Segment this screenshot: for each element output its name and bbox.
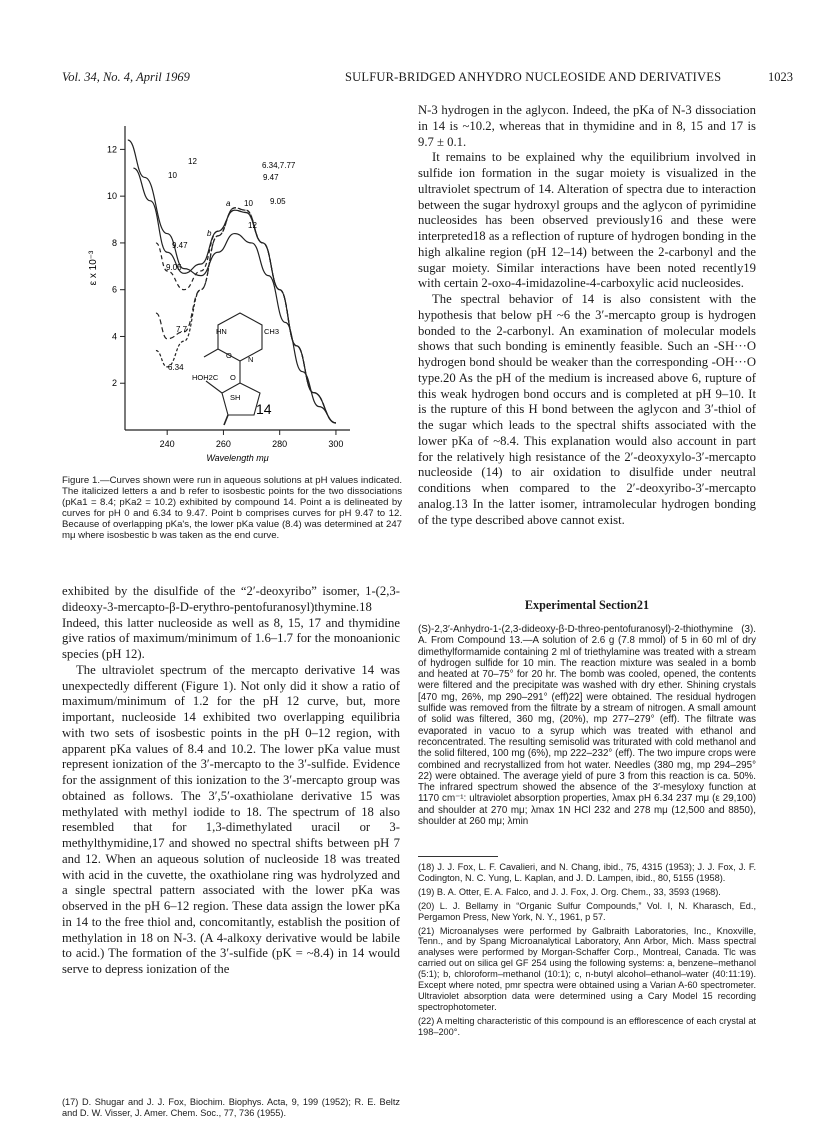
paragraph: The ultraviolet spectrum of the mercapto derivative 14 was unexpectedly different (Figure 1). Not only did it show a ratio of maximum/minimum of 1.2 for the pH 12 curve, but, more important, nucleoside 14 exhibited two overlapping equilibria with two sets of isosbestic points in the pH 0–12 region, with apparent pKa values of 8.4 and 10.2. The lower pKa value must represent ionization of the 3′-mercapto to the 3′-sulfide. Evidence for the assignment of this ionization to the 3′-mercapto group was obtained as follows. The 3′,5′-oxathiolane derivative 15 was methylated with methyl iodide to 18. The spectrum of 18 also resembled that for 1,3-dimethylated uracil or 3-methylthymidine,17 and showed no spectral shifts between pH 7 and 12. When an aqueous solution of nucleoside 18 was treated with acid in the cuvette, the oxathiolane ring was hydrolyzed and a single spectral pattern associated with the lower pKa was observed in the pH 6–12 region. These data assign the lower pKa in 14 to the free thiol and, concomitantly, establish the position of methylation in 18 on N-3. (A 4-alkoxy derivative would be labile to acid.) The formation of the 3′-sulfide (pK = ~8.4) in 14 would serve to depress ionization of the — [62, 662, 400, 976]
left-column-body — [62, 584, 400, 978]
chemical-structure — [204, 313, 262, 425]
y-tick-label: 2 — [111, 378, 117, 389]
structure-atom-label: HN — [216, 327, 227, 336]
figure-1-spectrum — [80, 118, 370, 468]
experimental-body: (S)-2,3′-Anhydro-1-(2,3-dideoxy-β-D-threo-pentofuranosyl)-2-thiothymine (3). A. From Compound 13.—A solution of 2.6 g (7.8 mmol) of 5 in 60 ml of dry dimethylformamide containing 2 ml of triethylamine was treated with a stream of hydrogen sulfide for 10 min. The reaction mixture was sealed in a bomb and heated at 70–75° for 20 hr. The bomb was cooled, opened, the contents were filtered and the precipitate was washed with dry ether. Shining crystals [470 mg, 26%, mp 290–291° (eff)22] were obtained. The residual hydrogen sulfide was removed from the filtrate by a stream of nitrogen. A small amount of solid was filtered, 360 mg, (20%), mp 277–279° (eff). The filtrate was evaporated in vacuo to a syrup which was treated with ethanol and reconcentrated. The resulting semisolid was triturated with cold methanol and the solid filtered, 100 mg (6%), mp 222–232° (eff). The two impure crops were combined and recrystallized from hot water. Needles (380 mg, mp 294–295° 22) were obtained. The average yield of pure 3 from this reaction is ca. 50%. The infrared spectrum showed the absence of the 3′-mesyloxy function at 1170 cm⁻¹: ultraviolet absorption properties, λmax pH 6.34 237 mμ (ε 29,100) and shoulder at 270 mμ; λmax 1N HCl 232 and 278 mμ (12,500 and 8850), shoulder at 260 mμ; λmin — [418, 624, 756, 828]
compound-number: 14 — [256, 401, 272, 417]
footnote-17: (17) D. Shugar and J. J. Fox, Biochim. Biophys. Acta, 9, 199 (1952); R. E. Beltz and D. W. Visser, J. Amer. Chem. Soc., 77, 736 (1955). — [62, 1097, 400, 1118]
paragraph: exhibited by the disulfide of the “2′-deoxyribo” isomer, 1-(2,3-dideoxy-3-mercapto-β-D-erythro-pentofuranosyl)thymine.18 Indeed, this latter nucleoside as well as 8, 15, 17 and thymidine give ratios of maximum/minimum of 1.6–1.7 for the monoanionic species (pH 12). — [62, 584, 400, 661]
figure-caption: Figure 1.—Curves shown were run in aqueous solutions at pH values indicated. The italicized letters a and b refer to isosbestic points for the two dissociations (pKa1 = 8.4; pKa2 = 10.2) exhibited by compound 14. Point a is delineated by curves for pH 0 and 6.34 to 9.47. Point b comprises curves for pH 9.47 to 12. Because of overlapping pKa's, the lower pKa value (8.4) was determined at 247 mμ where isosbestic b was taken as the end curve. — [62, 475, 402, 541]
running-header-title: SULFUR-BRIDGED ANHYDRO NUCLEOSIDE AND DERIVATIVES — [345, 70, 722, 84]
curve-label: 12 — [188, 157, 197, 166]
page-number: 1023 — [768, 70, 793, 84]
footnote-19: (19) B. A. Otter, E. A. Falco, and J. J. Fox, J. Org. Chem., 33, 3593 (1968). — [418, 886, 721, 897]
curve-label: 10 — [168, 171, 177, 180]
structure-atom-label: N — [248, 355, 254, 364]
x-tick-label: 300 — [328, 439, 344, 449]
structure-atom-label: O — [230, 373, 236, 382]
curve-label: 12 — [248, 221, 257, 230]
paragraph: The spectral behavior of 14 is also consistent with the hypothesis that below pH ~6 the 3′-mercapto group is hydrogen bonded to the 2-carbonyl. An examination of molecular models shows that such bonding is eminently feasible. Such an -SH···O hydrogen bond should be weaker than the corresponding -OH···O type.20 As the pH of the medium is increased above 6, rupture of this weak hydrogen bond occurs and is completed at pH 9–10. It is the rupture of this H bond between the aglycon and 3′-thiol of the sugar which leads to the spectral shifts associated with the lower pKa of ~8.4. This explanation would also account in part for the relatively high resistance of the 2′-deoxyxylo-3′-mercapto nucleoside (14) to air oxidation to disulfide under neutral conditions when compared to the 2′-deoxyribo-3′-mercapto analog.13 In the latter isomer, intramolecular hydrogen bonding of the type described above cannot exist. — [418, 292, 756, 527]
structure-atom-label: SH — [230, 393, 241, 402]
curve-label: 7.7 — [176, 325, 188, 334]
running-header-volume: Vol. 34, No. 4, April 1969 — [62, 70, 190, 84]
structure-atom-label: CH3 — [264, 327, 280, 336]
paragraph: N-3 hydrogen in the aglycon. Indeed, the pKa of N-3 dissociation in 14 is ~10.2, whereas that in thymidine and in 8, 15 and 17 is 9.7 ± 0.1. — [418, 103, 756, 149]
curve-label: 6.34,7.77 — [262, 161, 296, 170]
curve-label: 9.05 — [166, 263, 182, 272]
footnote-20: (20) L. J. Bellamy in “Organic Sulfur Compounds,” Vol. I, N. Kharasch, Ed., Pergamon Press, New York, N. Y., 1961, p 57. — [418, 900, 756, 922]
footnote-22: (22) A melting characteristic of this compound is an efflorescence of each crystal at 198–200°. — [418, 1015, 756, 1037]
curve-label: 6.34 — [168, 363, 184, 372]
y-tick-label: 8 — [111, 237, 117, 248]
curve-label: 9.47 — [263, 173, 279, 182]
footnote-21: (21) Microanalyses were performed by Galbraith Laboratories, Inc., Knoxville, Tenn., and by Spang Microanalytical Laboratory, Ann Arbor, Mich. Mass spectral analyses were performed by Morgan-Schaffer Corp., Montreal, Canada. Tlc was carried out on silica gel GF 254 using the following systems: a, benzene–methanol (5:1); b, chloroform–methanol (10:1); c, n-butyl alcohol–ethanol–water (40:11:19). Except where noted, pmr spectra were obtained using a Varian A-60 spectrometer. Ultraviolet absorption data were determined using a Cary Model 15 recording spectrophotometer. — [418, 925, 756, 1012]
curve-label: 9.47 — [172, 241, 188, 250]
curve-label: b — [207, 229, 212, 238]
structure-atom-label: HOH2C — [192, 373, 219, 382]
curve-label: a — [226, 199, 231, 208]
y-tick-label: 4 — [111, 331, 117, 342]
curve-label: 9.05 — [270, 197, 286, 206]
right-footnotes — [418, 862, 756, 1041]
y-tick-label: 12 — [106, 144, 117, 155]
right-column-body — [418, 103, 756, 528]
x-tick-label: 260 — [215, 439, 231, 449]
paragraph: It remains to be explained why the equilibrium involved in sulfide ion formation in the sugar moiety is visualized in the ultraviolet spectrum of 14. Alteration of spectra due to interaction between the sugar hydroxyl groups and the aglycon of pyrimidine nucleosides has been observed previously16 and these were interpreted18 as a reflection of rupture of hydrogen bonding in the high alkaline region (pH 12–14) between the 2-carbonyl and the sugar moiety. Similar interactions have been noted recently19 with certain 2-oxo-4-imidazoline-4-carboxylic acid nucleosides. — [418, 150, 756, 291]
y-axis-label: ε x 10⁻³ — [88, 250, 99, 286]
chart-axes — [88, 126, 350, 463]
footnote-18: (18) J. J. Fox, L. F. Cavalieri, and N. Chang, ibid., 75, 4315 (1953); J. J. Fox, J. F. Codington, N. C. Yung, L. Kaplan, and J. D. Lampen, ibid., 80, 5155 (1958). — [418, 862, 756, 883]
structure-atom-label: O — [226, 351, 232, 360]
x-axis-label: Wavelength mμ — [206, 453, 269, 463]
x-tick-label: 280 — [272, 439, 288, 449]
curve-ph-10 — [133, 168, 336, 423]
y-tick-label: 10 — [106, 191, 117, 202]
curve-label: 10 — [244, 199, 253, 208]
footnote-rule — [418, 856, 498, 857]
experimental-section-title: Experimental Section21 — [524, 598, 650, 612]
x-tick-label: 240 — [159, 439, 175, 449]
y-tick-label: 6 — [111, 284, 117, 295]
